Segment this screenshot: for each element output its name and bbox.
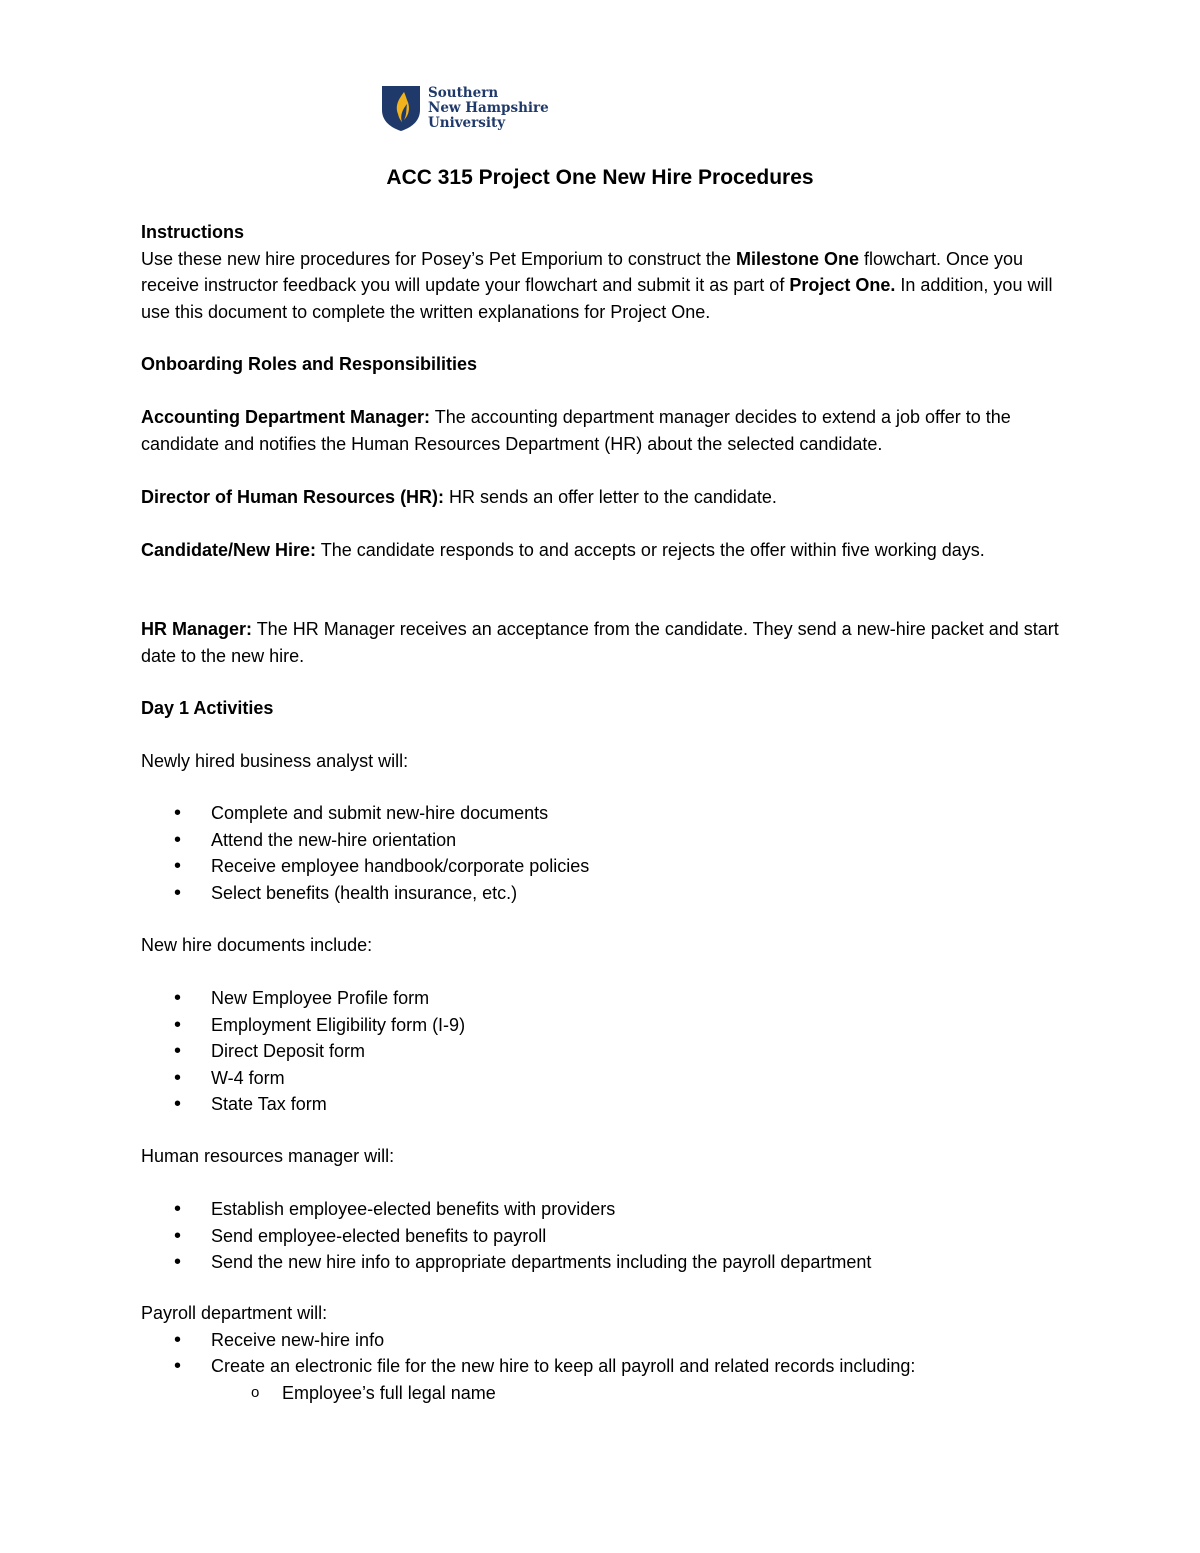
onboarding-heading-block [141, 351, 1071, 378]
hr-list-block [141, 1196, 1071, 1276]
docs-intro-block [141, 932, 1071, 959]
role-hr-director [141, 484, 1071, 511]
instructions-text-1: Use these new hire procedures for Posey’s Pet Emporium to construct the [141, 248, 736, 269]
role-hr-manager [141, 616, 1071, 669]
list-item: • Employment Eligibility form (I-9) [141, 1012, 1071, 1039]
docs-intro: New hire documents include: [141, 935, 373, 955]
role-accounting-manager [141, 404, 1071, 457]
docs-list-block [141, 985, 1071, 1118]
payroll-sub-list [141, 1380, 1071, 1407]
payroll-intro: Payroll department will: [141, 1303, 328, 1323]
instructions-text-3: In addition, you will use this document to complete the written explanations for Project One. [141, 275, 1053, 322]
logo-line-3: University [428, 114, 506, 131]
onboarding-heading: Onboarding Roles and Responsibilities [141, 354, 478, 374]
role-paragraph [141, 484, 1071, 511]
day1-heading-block [141, 695, 1071, 722]
instructions-text-2: flowchart. Once you receive instructor feedback you will update your flowchart and submit it as part of [141, 248, 1024, 295]
role-label: Candidate/New Hire: [141, 540, 317, 560]
list-item: • W-4 form [141, 1065, 1071, 1092]
list-item: • State Tax form [141, 1091, 1071, 1118]
list-item: • Create an electronic file for the new hire to keep all payroll and related records including: [141, 1353, 1071, 1380]
day1-heading: Day 1 Activities [141, 698, 274, 718]
hr-intro-block [141, 1143, 1071, 1170]
sub-list-item: o Employee’s full legal name [141, 1380, 1071, 1407]
role-paragraph [141, 616, 1071, 669]
analyst-list-block [141, 800, 1071, 906]
role-candidate [141, 537, 1071, 564]
shield-icon [380, 84, 422, 132]
logo-line-2: New Hampshire [428, 99, 549, 116]
list-item: • Send employee-elected benefits to payroll [141, 1223, 1071, 1250]
hr-list [141, 1196, 1071, 1276]
list-item: • Select benefits (health insurance, etc.) [141, 880, 1071, 907]
instructions-section [141, 219, 1071, 325]
list-item: • Establish employee-elected benefits with providers [141, 1196, 1071, 1223]
logo-line-1: Southern [428, 84, 499, 101]
page-title: ACC 315 Project One New Hire Procedures [386, 166, 814, 189]
role-label: Director of Human Resources (HR): [141, 487, 445, 507]
list-item: • Receive new-hire info [141, 1327, 1071, 1354]
role-paragraph [141, 404, 1071, 457]
role-text: HR sends an offer letter to the candidate. [444, 487, 777, 507]
logo-wordmark [428, 86, 549, 131]
role-text: The accounting department manager decides to extend a job offer to the candidate and notifies the Human Resources Department (HR) about the selected candidate. [141, 407, 1011, 454]
payroll-list [141, 1327, 1071, 1380]
list-item: • New Employee Profile form [141, 985, 1071, 1012]
list-item: • Attend the new-hire orientation [141, 827, 1071, 854]
list-item: • Complete and submit new-hire documents [141, 800, 1071, 827]
docs-list [141, 985, 1071, 1118]
hr-intro: Human resources manager will: [141, 1146, 395, 1166]
payroll-block [141, 1300, 1071, 1406]
role-label: HR Manager: [141, 619, 253, 639]
role-text: The HR Manager receives an acceptance from the candidate. They send a new-hire packet and start date to the new hire. [141, 619, 1059, 666]
analyst-list [141, 800, 1071, 906]
milestone-one-bold: Milestone One [735, 248, 859, 269]
university-logo [380, 84, 549, 132]
role-label: Accounting Department Manager: [141, 407, 431, 427]
list-item: • Send the new hire info to appropriate departments including the payroll department [141, 1249, 1071, 1276]
analyst-intro: Newly hired business analyst will: [141, 751, 409, 771]
analyst-intro-block [141, 748, 1071, 775]
list-item: • Direct Deposit form [141, 1038, 1071, 1065]
role-text: The candidate responds to and accepts or rejects the offer within five working days. [316, 540, 985, 560]
list-item: • Receive employee handbook/corporate policies [141, 853, 1071, 880]
role-paragraph [141, 537, 1071, 564]
instructions-heading: Instructions [141, 222, 245, 242]
instructions-paragraph [141, 246, 1071, 326]
project-one-bold: Project One. [789, 275, 896, 295]
